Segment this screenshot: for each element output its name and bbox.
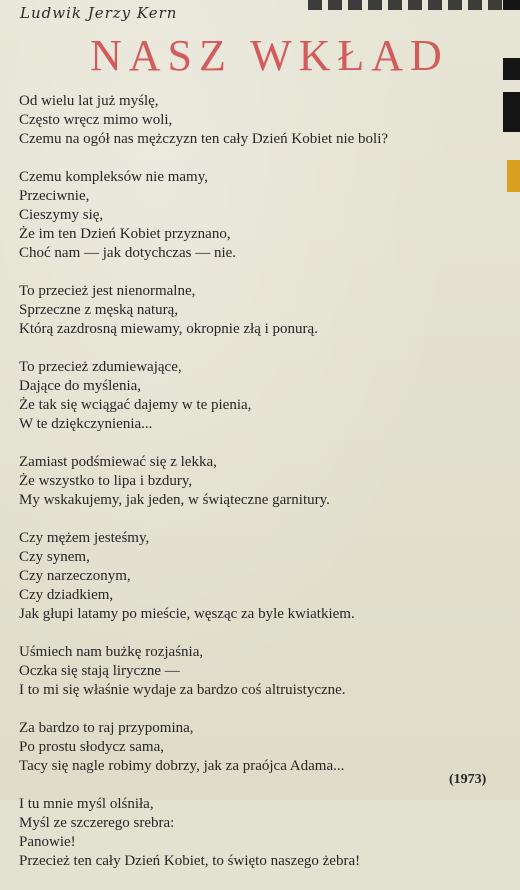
edge-dark-block [503, 0, 520, 10]
poem-line: I to mi się właśnie wydaje za bardzo coś altruistyczne. [19, 682, 346, 698]
publication-year: (1973) [449, 772, 487, 787]
author-name: Ludwik Jerzy Kern [20, 4, 178, 22]
poem-line: Czemu kompleksów nie mamy, [19, 169, 208, 185]
poem-line: Często wręcz mimo woli, [19, 112, 173, 128]
stanza [19, 795, 499, 871]
poem-line: Czy narzeczonym, [19, 568, 131, 584]
poem-line: Choć nam — jak dotychczas — nie. [19, 245, 237, 261]
poem-line: Tacy się nagle robimy dobrzy, jak za praójca Adama... [19, 758, 345, 774]
poem-line: Cieszymy się, [19, 207, 104, 223]
edge-yellow-block [507, 160, 520, 192]
poem-line: Uśmiech nam bużkę rozjaśnia, [19, 644, 204, 660]
poem-line: Że tak się wciągać dajemy w te pienia, [19, 397, 252, 413]
poem-line: My wskakujemy, jak jeden, w świąteczne garnitury. [19, 492, 330, 508]
poem-line: Że im ten Dzień Kobiet przyznano, [19, 226, 231, 242]
poem-body [19, 92, 499, 890]
poem-line: Zamiast podśmiewać się z lekka, [19, 454, 217, 470]
edge-dark-block [503, 92, 520, 132]
poem-line: Sprzeczne z męską naturą, [19, 302, 179, 318]
poem-line: Jak głupi latamy po mieście, węsząc za byle kwiatkiem. [19, 606, 355, 622]
poem-line: Panowie! [19, 834, 76, 850]
poem-line: Którą zazdrosną miewamy, okropnie złą i ponurą. [19, 321, 318, 337]
stanza [19, 453, 499, 510]
poem-line: Przecież ten cały Dzień Kobiet, to święto naszego żebra! [19, 853, 361, 869]
adjacent-print-fragment [308, 0, 520, 10]
poem-line: Od wielu lat już myślę, [19, 93, 159, 109]
stanza [19, 168, 499, 263]
poem-line: Czemu na ogół nas mężczyzn ten cały Dzień Kobiet nie boli? [19, 131, 389, 147]
poem-line: To przecież jest nienormalne, [19, 283, 196, 299]
poem-line: Czy mężem jesteśmy, [19, 530, 150, 546]
poem-line: Przeciwnie, [19, 188, 90, 204]
edge-dark-block [503, 58, 520, 80]
poem-line: Za bardzo to raj przypomina, [19, 720, 194, 736]
poem-line: Po prostu słodycz sama, [19, 739, 164, 755]
poem-line: Oczka się stają liryczne — [19, 663, 180, 679]
adjacent-column-edge [503, 0, 520, 800]
stanza [19, 529, 499, 624]
poem-line: Dające do myślenia, [19, 378, 142, 394]
poem-line: Czy synem, [19, 549, 90, 565]
stanza [19, 282, 499, 339]
poem-line: Myśl ze szczerego srebra: [19, 815, 175, 831]
stanza [19, 719, 499, 776]
poem-title: NASZ WKŁAD [90, 31, 449, 80]
poem-line: W te dziękczynienia... [19, 416, 153, 432]
poem-line: Że wszystko to lipa i bzdury, [19, 473, 193, 489]
stanza [19, 92, 499, 149]
stanza [19, 358, 499, 434]
stanza [19, 643, 499, 700]
poem-line: To przecież zdumiewające, [19, 359, 182, 375]
poem-line: Czy dziadkiem, [19, 587, 114, 603]
poem-line: I tu mnie myśl olśniła, [19, 796, 154, 812]
